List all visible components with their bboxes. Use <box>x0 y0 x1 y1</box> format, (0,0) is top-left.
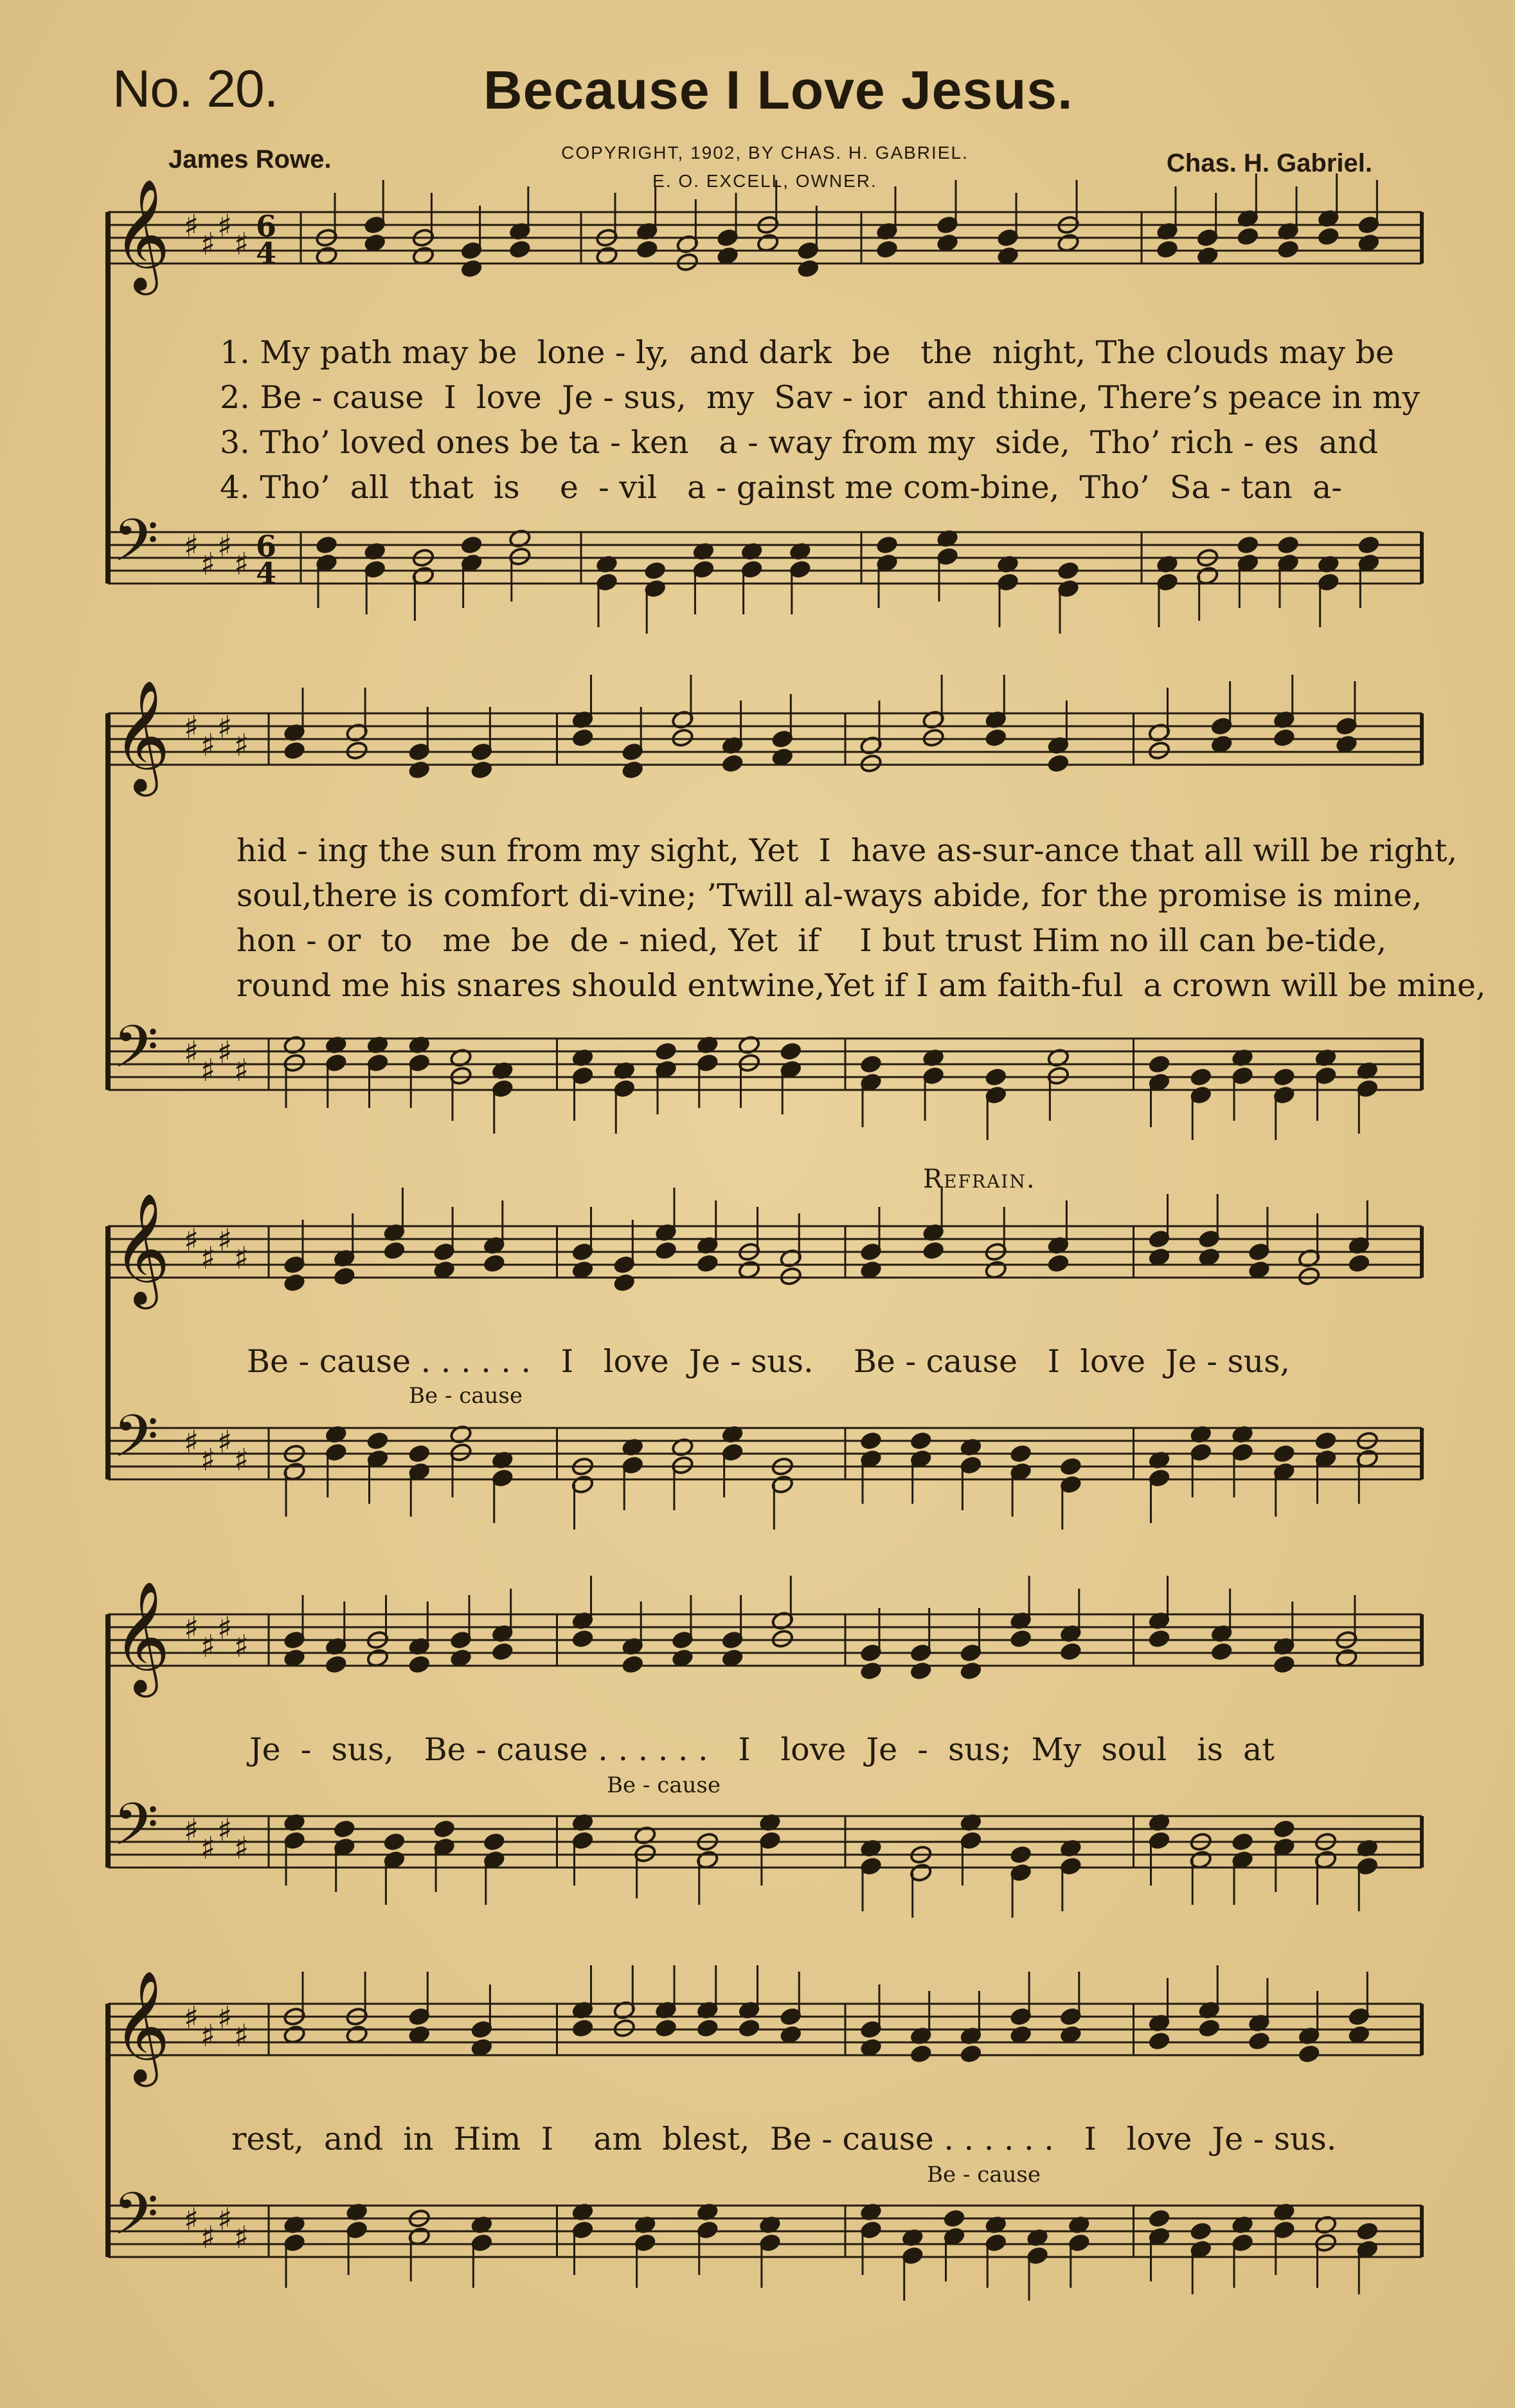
verse-4-line-1: 4. Tho’ all that is e - vil a - gainst me com-bine, Tho’ Sa - tan a- <box>220 469 1342 506</box>
sharp-icon: ♯ <box>234 2220 249 2256</box>
notehead <box>636 240 659 260</box>
notehead <box>1273 1819 1296 1839</box>
sharp-icon: ♯ <box>184 1812 199 1848</box>
notehead <box>796 259 820 279</box>
notehead <box>1210 1642 1233 1662</box>
notehead <box>613 2019 636 2038</box>
refrain-line-2-block <box>0 1731 1515 1805</box>
time-sig-top: 6 <box>256 209 277 244</box>
treble-clef-icon: 𝄞 <box>113 179 170 290</box>
notehead <box>483 1254 506 1274</box>
notehead <box>643 561 667 581</box>
sharp-icon: ♯ <box>201 1628 216 1664</box>
refrain-line-3-block <box>0 2121 1515 2194</box>
sharp-icon: ♯ <box>201 546 216 582</box>
notehead <box>910 2044 933 2064</box>
sharp-icon: ♯ <box>201 1442 216 1478</box>
notehead <box>1317 227 1340 247</box>
refrain-line-2: Je - sus, Be - cause . . . . . . I love Je - sus; My soul is at <box>249 1731 1275 1768</box>
sharp-icon: ♯ <box>184 1035 199 1071</box>
notehead <box>922 728 945 748</box>
notehead <box>1009 1629 1032 1649</box>
sharp-icon: ♯ <box>201 2018 216 2054</box>
notehead <box>1277 535 1300 555</box>
notehead <box>1356 2222 1379 2242</box>
notehead <box>1298 2044 1321 2064</box>
notehead <box>621 760 644 780</box>
notehead <box>1148 1629 1171 1649</box>
sharp-icon: ♯ <box>217 709 233 745</box>
notehead <box>283 741 306 761</box>
notehead <box>960 1661 983 1681</box>
composer-credit: Chas. H. Gabriel. <box>1166 149 1372 177</box>
notehead <box>910 1431 933 1451</box>
notehead <box>1059 1457 1082 1477</box>
treble-clef-icon: 𝄞 <box>113 1581 170 1693</box>
notehead <box>859 1661 883 1681</box>
copyright-line-1: COPYRIGHT, 1902, BY CHAS. H. GABRIEL. <box>561 143 969 163</box>
time-sig-top: 6 <box>256 529 277 564</box>
notehead <box>283 1273 306 1293</box>
sharp-icon: ♯ <box>217 1610 233 1646</box>
sharp-icon: ♯ <box>184 1222 199 1258</box>
bass-clef-icon: 𝄢 <box>113 2180 159 2262</box>
sharp-icon: ♯ <box>217 2202 233 2238</box>
notehead <box>1347 1254 1370 1274</box>
sharp-icon: ♯ <box>184 1424 199 1460</box>
time-sig-bottom: 4 <box>256 236 277 271</box>
copyright-line-2: E. O. EXCELL, OWNER. <box>652 171 877 191</box>
sharp-icon: ♯ <box>217 208 233 244</box>
notehead <box>654 2019 677 2038</box>
notehead <box>875 240 899 260</box>
notehead <box>345 741 368 761</box>
sharp-icon: ♯ <box>234 727 249 763</box>
verse-block-1 <box>0 334 1515 517</box>
notehead <box>613 1273 636 1293</box>
sharp-icon: ♯ <box>217 528 233 564</box>
notehead <box>408 760 431 780</box>
notehead <box>1189 2222 1212 2242</box>
notehead <box>696 1254 719 1274</box>
sharp-icon: ♯ <box>234 1442 249 1478</box>
notehead <box>1231 1832 1254 1852</box>
verse-block-2 <box>0 832 1515 1015</box>
notehead <box>859 1055 883 1075</box>
sharp-icon: ♯ <box>217 1424 233 1460</box>
sharp-icon: ♯ <box>234 1830 249 1866</box>
notehead <box>1009 1845 1032 1865</box>
notehead <box>571 2019 595 2038</box>
notehead <box>325 1655 348 1675</box>
sharp-icon: ♯ <box>201 1830 216 1866</box>
sharp-icon: ♯ <box>234 1053 249 1089</box>
notehead <box>910 1661 933 1681</box>
notehead <box>1009 1444 1032 1464</box>
notehead <box>1148 741 1171 761</box>
notehead <box>1047 754 1070 774</box>
verse-1-line-1: 1. My path may be lone - ly, and dark be the night, The clouds may be <box>220 334 1395 371</box>
notehead <box>1156 240 1179 260</box>
verse-3-line-1: 3. Tho’ loved ones be ta - ken a - way from my side, Tho’ rich - es and <box>220 424 1379 461</box>
treble-clef-icon: 𝄞 <box>113 680 170 792</box>
verse-2-line-1: 2. Be - cause I love Je - sus, my Sav - ior and thine, There’s peace in my <box>220 379 1421 416</box>
notehead <box>571 1629 595 1649</box>
notehead <box>1273 1067 1296 1087</box>
notehead <box>366 1431 390 1451</box>
notehead <box>1314 1431 1338 1451</box>
notehead <box>696 2019 719 2038</box>
notehead <box>671 728 694 748</box>
sharp-icon: ♯ <box>201 2220 216 2256</box>
notehead <box>779 1267 802 1287</box>
author-credit: James Rowe. <box>168 145 332 174</box>
notehead <box>471 760 494 780</box>
notehead <box>779 1042 802 1062</box>
sharp-icon: ♯ <box>184 2202 199 2238</box>
sharp-icon: ♯ <box>217 1222 233 1258</box>
sharp-icon: ♯ <box>184 709 199 745</box>
treble-clef-icon: 𝄞 <box>113 1193 170 1305</box>
notehead <box>571 728 595 748</box>
hymn-number: No. 20. <box>112 60 278 118</box>
notehead <box>943 2209 966 2229</box>
notehead <box>1357 535 1380 555</box>
notehead <box>408 1655 431 1675</box>
sharp-icon: ♯ <box>234 1240 249 1276</box>
notehead <box>676 253 699 272</box>
sharp-icon: ♯ <box>184 2000 199 2036</box>
bass-clef-icon: 𝄢 <box>113 506 159 589</box>
sharp-icon: ♯ <box>217 1035 233 1071</box>
sharp-icon: ♯ <box>217 1812 233 1848</box>
notehead <box>859 1431 883 1451</box>
notehead <box>1189 1067 1212 1087</box>
sharp-icon: ♯ <box>234 2018 249 2054</box>
notehead <box>1148 2209 1171 2229</box>
notehead <box>984 728 1007 748</box>
notehead <box>1236 535 1259 555</box>
notehead <box>408 1444 431 1464</box>
bass-clef-icon: 𝄢 <box>113 1790 159 1873</box>
sharp-icon: ♯ <box>217 2000 233 2036</box>
hymn-title: Because I Love Jesus. <box>483 60 1073 120</box>
notehead <box>922 1241 945 1261</box>
notehead <box>333 1819 356 1839</box>
notehead <box>1047 1254 1070 1274</box>
sharp-icon: ♯ <box>184 528 199 564</box>
sharp-icon: ♯ <box>201 1240 216 1276</box>
notehead <box>738 2019 761 2038</box>
notehead <box>483 1832 506 1852</box>
notehead <box>1277 240 1300 260</box>
sharp-icon: ♯ <box>201 226 216 262</box>
notehead <box>875 535 899 555</box>
notehead <box>721 754 744 774</box>
notehead <box>1197 2019 1221 2038</box>
notehead <box>654 1241 677 1261</box>
notehead <box>621 1655 644 1675</box>
refrain-label: Refrain. <box>923 1164 1036 1194</box>
bass-echo-1: Be - cause <box>409 1383 523 1409</box>
notehead <box>859 754 883 774</box>
sharp-icon: ♯ <box>234 226 249 262</box>
refrain-line-3: rest, and in Him I am blest, Be - cause . . . . . . I love Je - sus. <box>231 2121 1337 2157</box>
bass-echo-2: Be - cause <box>607 1772 721 1798</box>
notehead <box>460 259 483 279</box>
notehead <box>508 240 532 260</box>
bass-clef-icon: 𝄢 <box>113 1013 159 1095</box>
sharp-icon: ♯ <box>234 546 249 582</box>
notehead <box>1273 1444 1296 1464</box>
notehead <box>1236 227 1259 247</box>
notehead <box>383 1832 406 1852</box>
notehead <box>1057 561 1080 581</box>
bass-clef-icon: 𝄢 <box>113 1402 159 1485</box>
sharp-icon: ♯ <box>184 1610 199 1646</box>
verse-4-line-2: round me his snares should entwine,Yet if I am faith-ful a crown will be mine, <box>237 967 1486 1004</box>
notehead <box>1273 1655 1296 1675</box>
verse-3-line-2: hon - or to me be de - nied, Yet if I but trust Him no ill can be-tide, <box>237 922 1387 959</box>
verse-2-line-2: soul,there is comfort di-vine; ’Twill al-ways abide, for the promise is mine, <box>237 877 1422 914</box>
notehead <box>491 1642 514 1662</box>
notehead <box>333 1267 356 1287</box>
notehead <box>1273 728 1296 748</box>
sharp-icon: ♯ <box>201 1053 216 1089</box>
verse-1-line-2: hid - ing the sun from my sight, Yet I have as-sur-ance that all will be right, <box>237 832 1458 869</box>
treble-clef-icon: 𝄞 <box>113 1970 170 2082</box>
time-sig-bottom: 4 <box>256 556 277 591</box>
notehead <box>315 535 338 555</box>
notehead <box>654 1042 677 1062</box>
notehead <box>1148 2031 1171 2051</box>
refrain-line-1: Be - cause . . . . . . I love Je - sus. Be - cause I love Je - sus, <box>247 1343 1290 1380</box>
notehead <box>460 535 483 555</box>
sharp-icon: ♯ <box>184 208 199 244</box>
notehead <box>1298 1267 1321 1287</box>
notehead <box>1248 2031 1271 2051</box>
refrain-line-1-block <box>0 1343 1515 1416</box>
bass-echo-3: Be - cause <box>927 2162 1041 2188</box>
sharp-icon: ♯ <box>234 1628 249 1664</box>
notehead <box>960 2044 983 2064</box>
notehead <box>771 1629 794 1649</box>
notehead <box>433 1819 456 1839</box>
sharp-icon: ♯ <box>201 727 216 763</box>
notehead <box>383 1241 406 1261</box>
notehead <box>1059 1642 1082 1662</box>
notehead <box>1148 1055 1171 1075</box>
notehead <box>984 1067 1007 1087</box>
